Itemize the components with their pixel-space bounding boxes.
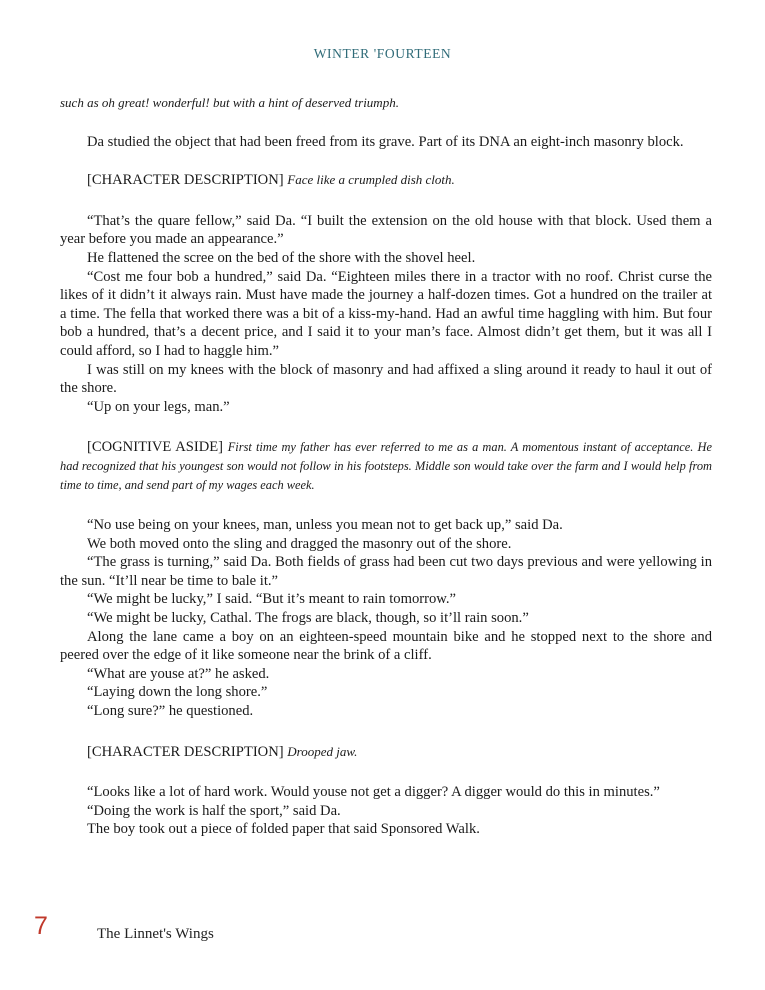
paragraph: The boy took out a piece of folded paper that said Sponsored Walk. <box>87 821 480 838</box>
dialogue-paragraph: “Looks like a lot of hard work. Would youse not get a digger? A digger would do this in minutes.” <box>87 784 660 801</box>
annotation-label: [COGNITIVE ASIDE] <box>87 439 228 456</box>
paragraph: Along the lane came a boy on an eighteen-speed mountain bike and he stopped next to the shore and peered over the edge of it like someone near the brink of a cliff. <box>60 628 712 664</box>
dialogue-paragraph: “Laying down the long shore.” <box>87 684 268 701</box>
cognitive-aside <box>60 438 712 494</box>
dialogue-paragraph: “The grass is turning,” said Da. Both fields of grass had been cut two days previous and were yellowing in the sun. “It’ll near be time to bale it.” <box>60 554 712 589</box>
dialogue-paragraph: “Up on your legs, man.” <box>87 398 230 415</box>
annotation-text: Drooped jaw. <box>287 743 358 759</box>
dialogue-paragraph: “Cost me four bob a hundred,” said Da. “Eighteen miles there in a tractor with no roof. Christ curse the likes of it didn’t it always rain. Must have made the journey a half-dozen times. Got a hundred on the trailer at a time. The fella that worked there was a bit of a kiss-my-hand. Had an awful time haggling with him. But four bob a hundred, that’s a decent price, and I said it to your man’s face. Almost didn’t get them, but it was all I could afford, so I had to haggle him.” <box>60 268 712 359</box>
character-description <box>60 171 712 190</box>
dialogue-paragraph: “No use being on your knees, man, unless you mean not to get back up,” said Da. <box>87 517 563 534</box>
paragraph: He flattened the scree on the bed of the shore with the shovel heel. <box>87 249 476 266</box>
dialogue-paragraph: “We might be lucky,” I said. “But it’s meant to rain tomorrow.” <box>87 591 456 608</box>
annotation-text: Face like a crumpled dish cloth. <box>287 172 455 188</box>
publication-title: The Linnet's Wings <box>97 926 214 942</box>
dialogue-paragraph: “What are youse at?” he asked. <box>87 665 270 682</box>
paragraph: Da studied the object that had been freed from its grave. Part of its DNA an eight-inch masonry block. <box>87 133 684 150</box>
annotation-text: First time my father has ever referred to me as a man. A momentous instant of acceptance. He had recognized that his youngest son would not follow in his footsteps. Middle son would take over the farm and I would help from time to time, and send part of my wages each week. <box>60 440 712 492</box>
article-body <box>60 94 712 839</box>
character-description <box>60 743 712 762</box>
paragraph: We both moved onto the sling and dragged the masonry out of the shore. <box>87 535 512 552</box>
dialogue-paragraph: “That’s the quare fellow,” said Da. “I built the extension on the old house with that block. Used them a year before you made an appearance.” <box>60 212 712 248</box>
annotation-label: [CHARACTER DESCRIPTION] <box>87 172 288 189</box>
dialogue-paragraph: “Long sure?” he questioned. <box>87 703 254 720</box>
dialogue-paragraph: “Doing the work is half the sport,” said Da. <box>87 802 341 819</box>
paragraph-continuation: such as oh great! wonderful! but with a hint of deserved triumph. <box>60 95 399 110</box>
annotation-label: [CHARACTER DESCRIPTION] <box>87 743 288 760</box>
paragraph: I was still on my knees with the block of masonry and had affixed a sling around it ready to haul it out of the shore. <box>60 361 712 397</box>
running-head: WINTER 'FOURTEEN <box>313 46 452 61</box>
page-number: 7 <box>34 912 48 940</box>
dialogue-paragraph: “We might be lucky, Cathal. The frogs are black, though, so it’ll rain soon.” <box>87 610 529 627</box>
